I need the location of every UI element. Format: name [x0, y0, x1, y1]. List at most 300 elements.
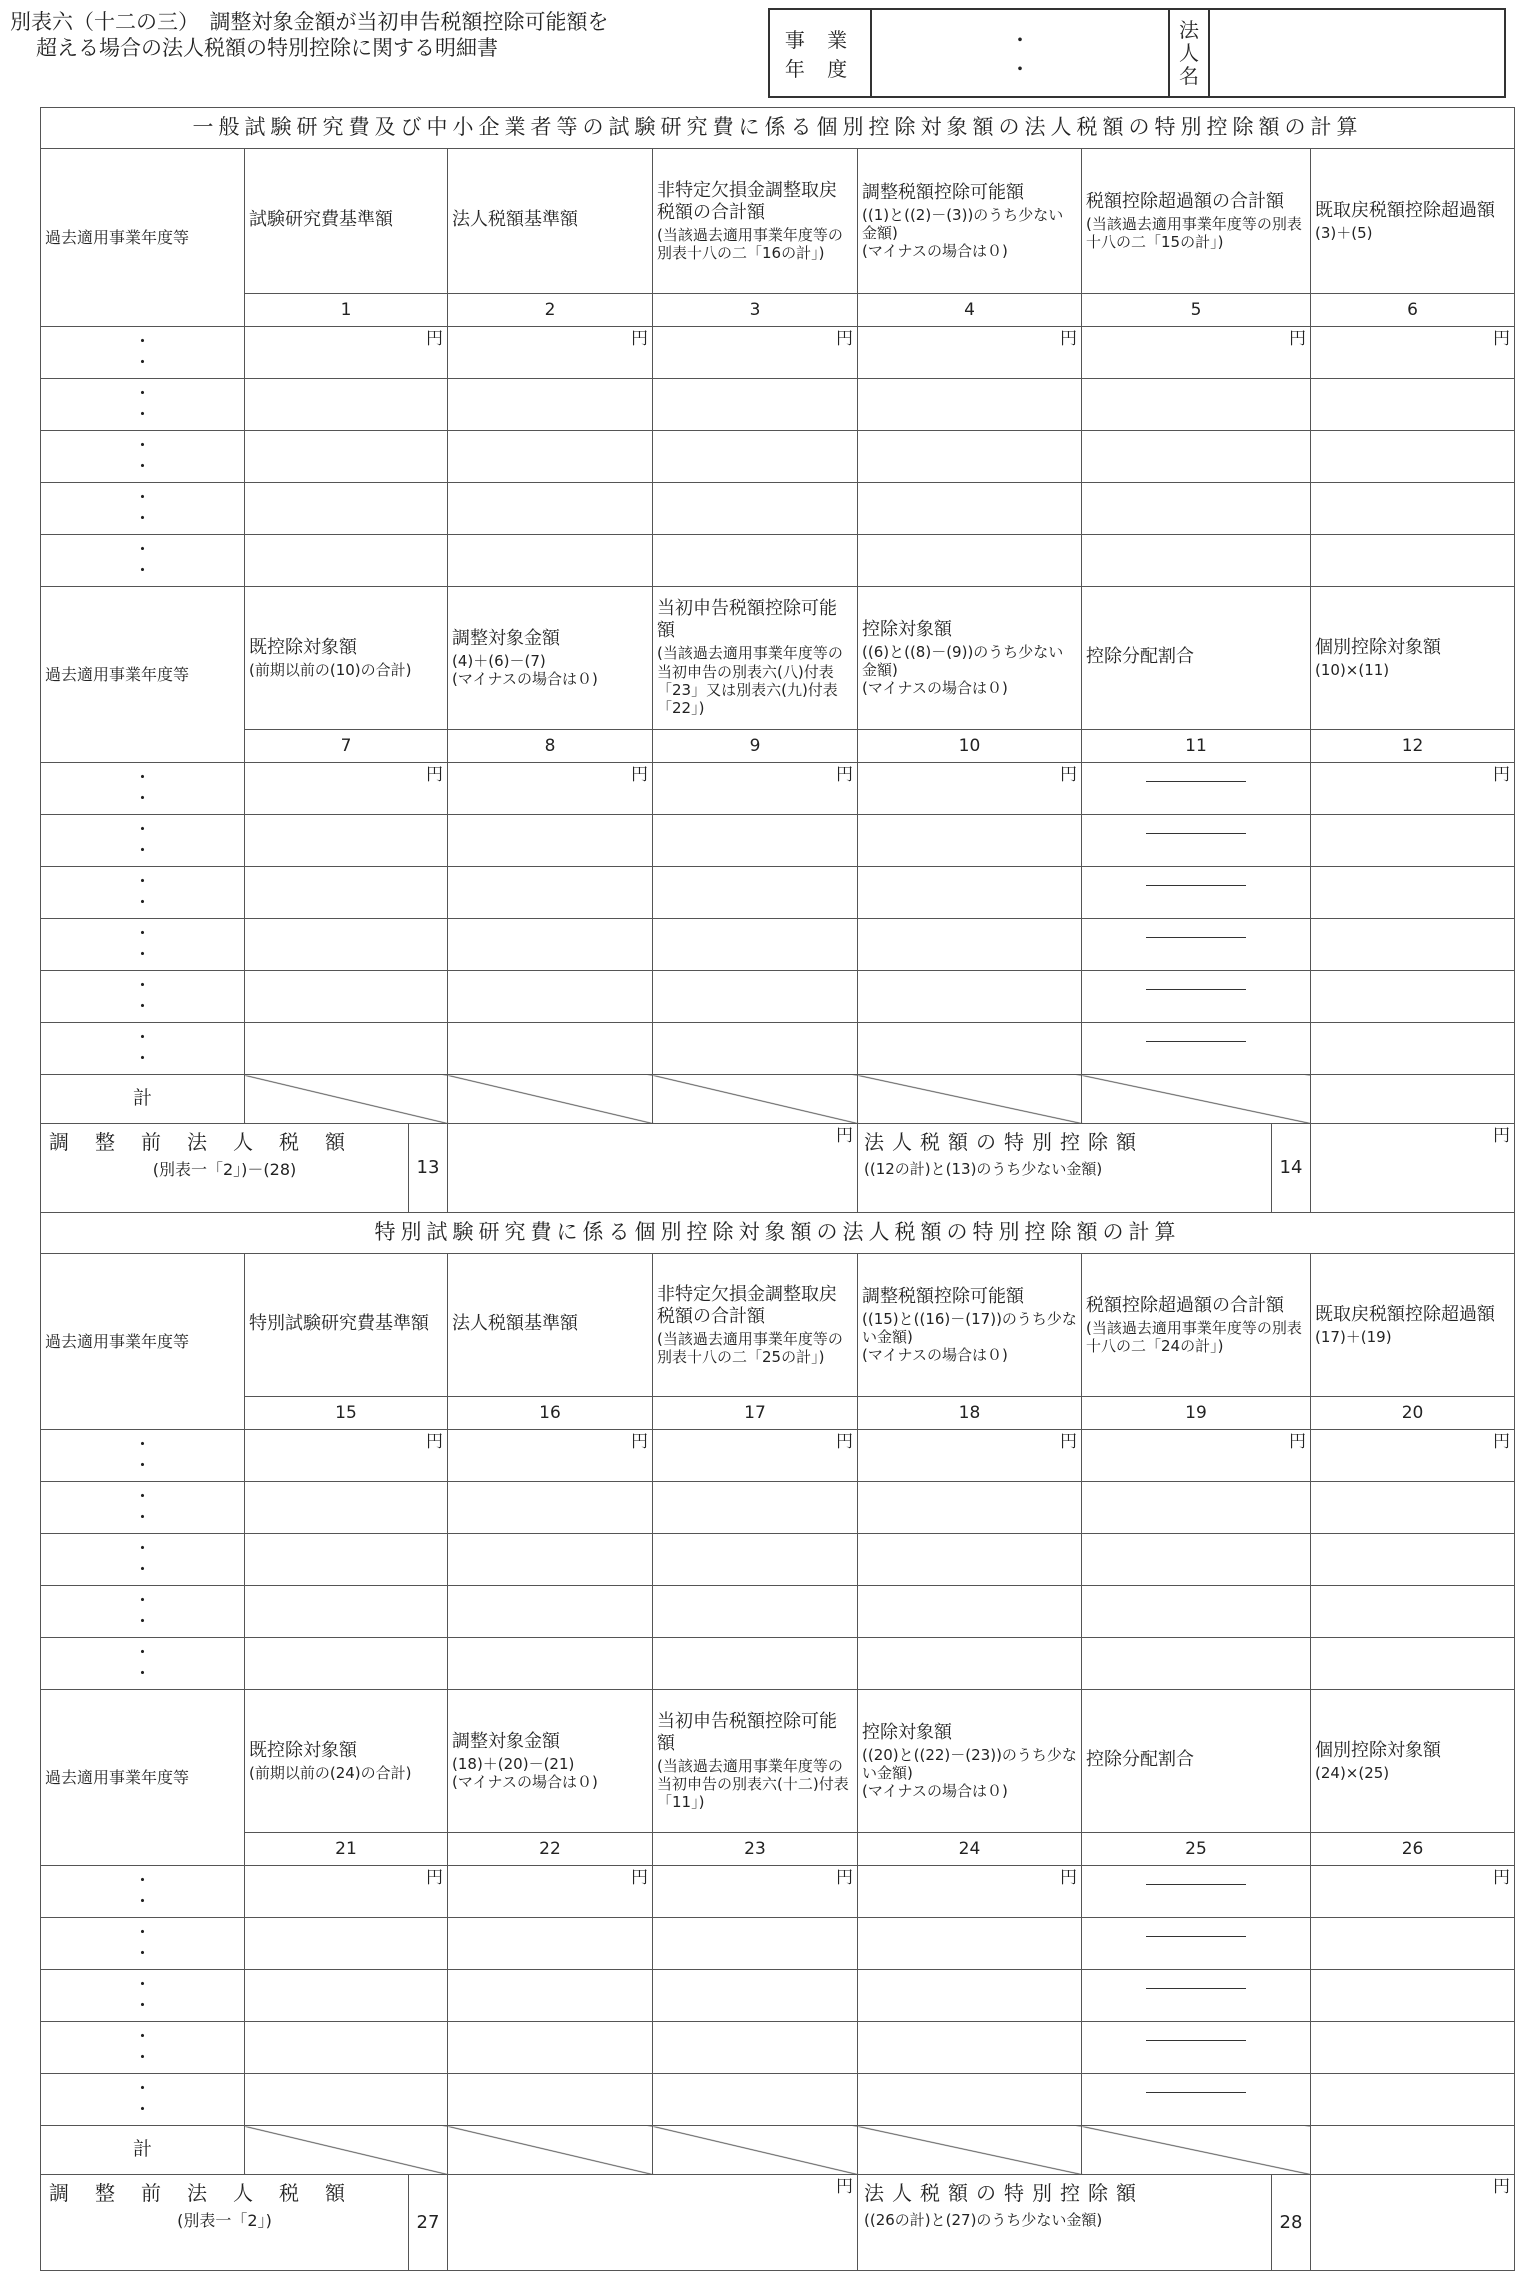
amount-cell[interactable] — [858, 1430, 1082, 1482]
amount-cell[interactable] — [653, 815, 858, 867]
amount-cell[interactable] — [245, 379, 448, 431]
column-title-10: 控除対象額 — [862, 618, 952, 640]
amount-cell[interactable] — [448, 971, 653, 1023]
ratio-dash — [1146, 2040, 1246, 2041]
column-title-1: 試験研究費基準額 — [249, 209, 393, 231]
amount-cell[interactable] — [653, 919, 858, 971]
amount-cell[interactable] — [1311, 971, 1515, 1023]
ratio-cell[interactable] — [1082, 1970, 1311, 2022]
amount-cell[interactable] — [1311, 1586, 1515, 1638]
amount-cell[interactable] — [245, 1918, 448, 1970]
column-title-15: 特別試験研究費基準額 — [249, 1313, 429, 1335]
column-header-row — [41, 587, 1515, 730]
column-header-21 — [245, 1690, 448, 1833]
summary-row — [41, 2175, 1515, 2271]
column-number-24: 24 — [858, 1833, 1082, 1866]
column-note-24: ((20)と((22)－(23))のうち少ない金額) (マイナスの場合は０) — [862, 1745, 1077, 1801]
ratio-dash — [1146, 833, 1246, 834]
column-header-25 — [1082, 1690, 1311, 1833]
amount-cell[interactable] — [448, 327, 653, 379]
total-cell-crossed — [245, 2126, 448, 2175]
amount-cell[interactable] — [448, 919, 653, 971]
column-header-10 — [858, 587, 1082, 730]
amount-cell[interactable] — [448, 431, 653, 483]
amount-cell[interactable] — [858, 1918, 1082, 1970]
column-title-4: 調整税額控除可能額 — [862, 181, 1024, 203]
column-number-23: 23 — [653, 1833, 858, 1866]
line-28-amount[interactable] — [1311, 2175, 1515, 2271]
amount-cell[interactable] — [245, 763, 448, 815]
amount-cell[interactable] — [448, 1482, 653, 1534]
amount-cell[interactable] — [858, 867, 1082, 919]
amount-cell[interactable] — [653, 483, 858, 535]
amount-cell[interactable] — [858, 1866, 1082, 1918]
line-27-label-block — [41, 2175, 448, 2271]
past-year-field[interactable]: ・ ・ — [41, 867, 245, 919]
past-year-field[interactable]: ・ ・ — [41, 327, 245, 379]
column-header-row — [41, 149, 1515, 294]
yen-unit: 円 — [836, 765, 853, 785]
ratio-cell[interactable] — [1082, 815, 1311, 867]
data-row — [41, 763, 1515, 815]
amount-cell[interactable] — [1311, 483, 1515, 535]
past-year-field[interactable]: ・ ・ — [41, 1023, 245, 1075]
column-note-17: (当該過去適用事業年度等の別表十八の二「25の計」) — [657, 1329, 843, 1366]
amount-cell[interactable] — [1311, 763, 1515, 815]
amount-cell[interactable] — [245, 971, 448, 1023]
column-title-2: 法人税額基準額 — [452, 209, 578, 231]
column-number-6: 6 — [1311, 294, 1515, 327]
yen-unit: 円 — [631, 329, 648, 349]
ratio-cell[interactable] — [1082, 919, 1311, 971]
yen-unit: 円 — [1493, 2177, 1511, 2197]
amount-cell[interactable] — [245, 867, 448, 919]
total-cell-crossed — [858, 2126, 1082, 2175]
column-number-row — [41, 294, 1515, 327]
line-27-amount[interactable] — [448, 2175, 858, 2271]
amount-cell[interactable] — [1311, 815, 1515, 867]
amount-cell[interactable] — [1082, 1534, 1311, 1586]
amount-cell[interactable] — [653, 535, 858, 587]
amount-cell[interactable] — [858, 919, 1082, 971]
amount-cell[interactable] — [858, 379, 1082, 431]
column-header-9 — [653, 587, 858, 730]
yen-unit: 円 — [836, 1126, 853, 1146]
amount-cell[interactable] — [653, 1482, 858, 1534]
column-header-17 — [653, 1254, 858, 1397]
amount-cell[interactable] — [1311, 1023, 1515, 1075]
amount-cell[interactable] — [448, 1866, 653, 1918]
past-year-field[interactable]: ・ ・ — [41, 535, 245, 587]
column-number-9: 9 — [653, 730, 858, 763]
data-row — [41, 919, 1515, 971]
amount-cell[interactable] — [858, 1586, 1082, 1638]
amount-cell[interactable] — [245, 919, 448, 971]
row-label-past-years: 過去適用事業年度等 — [41, 149, 245, 327]
ratio-dash — [1146, 2092, 1246, 2093]
yen-unit: 円 — [631, 1432, 648, 1452]
column-header-22 — [448, 1690, 653, 1833]
section-1-general-research — [41, 108, 1515, 1213]
amount-cell[interactable] — [448, 1430, 653, 1482]
column-header-23 — [653, 1690, 858, 1833]
data-row — [41, 483, 1515, 535]
column-header-18 — [858, 1254, 1082, 1397]
form-table — [40, 107, 1515, 2271]
amount-cell[interactable] — [245, 1430, 448, 1482]
line-label — [858, 2175, 1271, 2270]
ratio-cell[interactable] — [1082, 1023, 1311, 1075]
ratio-dash — [1146, 1988, 1246, 1989]
column-number-1: 1 — [245, 294, 448, 327]
line-28-number — [1271, 2175, 1310, 2270]
column-note-3: (当該過去適用事業年度等の別表十八の二「16の計」) — [657, 225, 843, 262]
line-number: 27 — [416, 2211, 440, 2233]
amount-cell[interactable] — [245, 1866, 448, 1918]
amount-cell[interactable] — [448, 1534, 653, 1586]
data-row — [41, 2022, 1515, 2074]
header-info-box — [768, 8, 1506, 98]
column-title-11: 控除分配割合 — [1086, 646, 1194, 668]
amount-cell[interactable] — [1311, 1918, 1515, 1970]
ratio-cell[interactable] — [1082, 2074, 1311, 2126]
line-13-note: (別表一「2」)－(28) — [152, 1160, 297, 1180]
amount-cell[interactable] — [1311, 1970, 1515, 2022]
column-title-17: 非特定欠損金調整取戻税額の合計額 — [657, 1283, 837, 1327]
column-number-3: 3 — [653, 294, 858, 327]
past-year-field[interactable]: ・ ・ — [41, 1534, 245, 1586]
column-number-2: 2 — [448, 294, 653, 327]
amount-cell[interactable] — [1082, 431, 1311, 483]
amount-cell[interactable] — [653, 327, 858, 379]
yen-unit: 円 — [1060, 1432, 1077, 1452]
line-14-number — [1271, 1124, 1310, 1212]
amount-cell[interactable] — [448, 1638, 653, 1690]
amount-cell[interactable] — [1311, 431, 1515, 483]
amount-cell[interactable] — [653, 1534, 858, 1586]
past-year-field[interactable]: ・ ・ — [41, 483, 245, 535]
amount-cell[interactable] — [1082, 535, 1311, 587]
yen-unit: 円 — [1493, 765, 1511, 785]
column-title-5: 税額控除超過額の合計額 — [1086, 190, 1284, 212]
amount-cell[interactable] — [448, 2074, 653, 2126]
column-header-19 — [1082, 1254, 1311, 1397]
amount-cell[interactable] — [653, 763, 858, 815]
section-title: 特別試験研究費に係る個別控除対象額の法人税額の特別控除額の計算 — [41, 1213, 1515, 1254]
amount-cell[interactable] — [1311, 1866, 1515, 1918]
line-28-note: ((26の計)と(27)のうち少ない金額) — [864, 2211, 1103, 2230]
column-number-4: 4 — [858, 294, 1082, 327]
data-row — [41, 1023, 1515, 1075]
column-header-row — [41, 1690, 1515, 1833]
amount-cell[interactable] — [1082, 327, 1311, 379]
column-header-8 — [448, 587, 653, 730]
past-year-field[interactable]: ・ ・ — [41, 1970, 245, 2022]
data-row — [41, 1866, 1515, 1918]
past-year-field[interactable]: ・ ・ — [41, 815, 245, 867]
amount-cell[interactable] — [245, 2022, 448, 2074]
amount-cell[interactable] — [1311, 1430, 1515, 1482]
amount-cell[interactable] — [858, 535, 1082, 587]
past-year-field[interactable]: ・ ・ — [41, 2074, 245, 2126]
amount-cell[interactable] — [1082, 379, 1311, 431]
total-cell-crossed — [448, 1075, 653, 1124]
amount-cell[interactable] — [1082, 1586, 1311, 1638]
ratio-dash — [1146, 1041, 1246, 1042]
past-year-field[interactable]: ・ ・ — [41, 1482, 245, 1534]
column-header-6 — [1311, 149, 1515, 294]
ratio-dash — [1146, 989, 1246, 990]
column-number-row — [41, 1833, 1515, 1866]
line-14-label-block — [858, 1124, 1311, 1213]
amount-cell[interactable] — [1311, 327, 1515, 379]
column-note-7: (前期以前の(10)の合計) — [249, 660, 412, 679]
ratio-cell[interactable] — [1082, 2022, 1311, 2074]
amount-cell[interactable] — [448, 2022, 653, 2074]
past-year-field[interactable]: ・ ・ — [41, 971, 245, 1023]
amount-cell[interactable] — [653, 867, 858, 919]
amount-cell[interactable] — [653, 431, 858, 483]
fiscal-year-field[interactable]: ・ ・ — [871, 9, 1169, 97]
column-number-15: 15 — [245, 1397, 448, 1430]
column-note-4: ((1)と((2)－(3))のうち少ない金額) (マイナスの場合は０) — [862, 205, 1064, 261]
column-number-10: 10 — [858, 730, 1082, 763]
data-row — [41, 431, 1515, 483]
amount-cell[interactable] — [1082, 483, 1311, 535]
yen-unit: 円 — [1493, 1868, 1511, 1888]
amount-cell[interactable] — [448, 379, 653, 431]
amount-cell[interactable] — [448, 1586, 653, 1638]
amount-cell[interactable] — [1311, 535, 1515, 587]
amount-cell[interactable] — [1311, 1482, 1515, 1534]
row-label-past-years: 過去適用事業年度等 — [41, 1690, 245, 1866]
amount-cell[interactable] — [653, 2022, 858, 2074]
column-header-4 — [858, 149, 1082, 294]
line-14-amount[interactable] — [1311, 1124, 1515, 1213]
amount-cell[interactable] — [858, 2022, 1082, 2074]
ratio-dash — [1146, 781, 1246, 782]
column-title-19: 税額控除超過額の合計額 — [1086, 1294, 1284, 1316]
column-note-5: (当該過去適用事業年度等の別表十八の二「15の計」) — [1086, 214, 1302, 251]
past-year-field[interactable]: ・ ・ — [41, 1430, 245, 1482]
amount-cell[interactable] — [653, 1023, 858, 1075]
ratio-cell[interactable] — [1082, 867, 1311, 919]
line-13-number — [408, 1124, 447, 1212]
amount-cell[interactable] — [448, 535, 653, 587]
yen-unit: 円 — [836, 329, 853, 349]
ratio-cell[interactable] — [1082, 1866, 1311, 1918]
corp-name-field[interactable] — [1209, 9, 1505, 97]
amount-cell[interactable] — [245, 1482, 448, 1534]
amount-cell[interactable] — [448, 483, 653, 535]
past-year-field[interactable]: ・ ・ — [41, 1638, 245, 1690]
amount-cell[interactable] — [448, 1970, 653, 2022]
amount-cell[interactable] — [448, 815, 653, 867]
amount-cell[interactable] — [858, 1638, 1082, 1690]
amount-cell[interactable] — [858, 1023, 1082, 1075]
data-row — [41, 535, 1515, 587]
column-note-23: (当該過去適用事業年度等の当初申告の別表六(十二)付表「11」) — [657, 1756, 849, 1812]
amount-cell[interactable] — [1311, 1638, 1515, 1690]
past-year-field[interactable]: ・ ・ — [41, 919, 245, 971]
amount-cell[interactable] — [858, 1482, 1082, 1534]
ratio-dash — [1146, 937, 1246, 938]
column-title-24: 控除対象額 — [862, 1721, 952, 1743]
section-title-row — [41, 108, 1515, 149]
total-row — [41, 2126, 1515, 2175]
column-note-26: (24)×(25) — [1315, 1763, 1390, 1782]
total-cell-crossed — [1082, 2126, 1311, 2175]
total-row — [41, 1075, 1515, 1124]
ratio-cell[interactable] — [1082, 1918, 1311, 1970]
fiscal-year-label: 事 業 年 度 — [769, 9, 871, 97]
amount-cell[interactable] — [1311, 2074, 1515, 2126]
line-number: 28 — [1279, 2211, 1303, 2233]
data-row — [41, 1918, 1515, 1970]
yen-unit: 円 — [1493, 329, 1511, 349]
total-individual-deduction[interactable] — [1311, 1075, 1515, 1124]
amount-cell[interactable] — [858, 763, 1082, 815]
line-13-title: 調整前法人税額 — [49, 1130, 371, 1154]
amount-cell[interactable] — [858, 815, 1082, 867]
column-title-18: 調整税額控除可能額 — [862, 1285, 1024, 1307]
summary-row — [41, 1124, 1515, 1213]
amount-cell[interactable] — [1311, 867, 1515, 919]
ratio-dash — [1146, 885, 1246, 886]
yen-unit: 円 — [426, 765, 443, 785]
amount-cell[interactable] — [245, 2074, 448, 2126]
amount-cell[interactable] — [653, 971, 858, 1023]
line-label — [858, 1124, 1271, 1212]
amount-cell[interactable] — [448, 1023, 653, 1075]
amount-cell[interactable] — [1311, 919, 1515, 971]
past-year-field[interactable]: ・ ・ — [41, 1866, 245, 1918]
total-individual-deduction[interactable] — [1311, 2126, 1515, 2175]
amount-cell[interactable] — [245, 431, 448, 483]
amount-cell[interactable] — [1311, 2022, 1515, 2074]
amount-cell[interactable] — [653, 1430, 858, 1482]
past-year-field[interactable]: ・ ・ — [41, 1918, 245, 1970]
amount-cell[interactable] — [245, 483, 448, 535]
column-header-7 — [245, 587, 448, 730]
past-year-field[interactable]: ・ ・ — [41, 763, 245, 815]
column-title-12: 個別控除対象額 — [1315, 636, 1441, 658]
amount-cell[interactable] — [858, 1970, 1082, 2022]
yen-unit: 円 — [426, 329, 443, 349]
amount-cell[interactable] — [653, 1970, 858, 2022]
past-year-field[interactable]: ・ ・ — [41, 431, 245, 483]
amount-cell[interactable] — [1311, 1534, 1515, 1586]
ratio-dash — [1146, 1884, 1246, 1885]
data-row — [41, 2074, 1515, 2126]
column-title-22: 調整対象金額 — [452, 1730, 560, 1752]
line-14-note: ((12の計)と(13)のうち少ない金額) — [864, 1160, 1103, 1179]
column-title-9: 当初申告税額控除可能額 — [657, 598, 837, 642]
column-header-20 — [1311, 1254, 1515, 1397]
amount-cell[interactable] — [1082, 1638, 1311, 1690]
amount-cell[interactable] — [653, 1638, 858, 1690]
amount-cell[interactable] — [245, 1534, 448, 1586]
amount-cell[interactable] — [653, 2074, 858, 2126]
amount-cell[interactable] — [858, 971, 1082, 1023]
amount-cell[interactable] — [245, 327, 448, 379]
amount-cell[interactable] — [245, 1970, 448, 2022]
yen-unit: 円 — [1289, 329, 1306, 349]
column-number-20: 20 — [1311, 1397, 1515, 1430]
amount-cell[interactable] — [1082, 1430, 1311, 1482]
yen-unit: 円 — [631, 765, 648, 785]
past-year-field[interactable]: ・ ・ — [41, 379, 245, 431]
past-year-field[interactable]: ・ ・ — [41, 2022, 245, 2074]
amount-cell[interactable] — [858, 2074, 1082, 2126]
amount-cell[interactable] — [448, 763, 653, 815]
amount-cell[interactable] — [245, 1638, 448, 1690]
data-row — [41, 1638, 1515, 1690]
form-subtitle: 超える場合の法人税額の特別控除に関する明細書 — [36, 36, 498, 60]
amount-cell[interactable] — [858, 431, 1082, 483]
yen-unit: 円 — [1493, 1432, 1511, 1452]
column-title-3: 非特定欠損金調整取戻税額の合計額 — [657, 179, 837, 223]
data-row — [41, 327, 1515, 379]
amount-cell[interactable] — [245, 535, 448, 587]
column-title-6: 既取戻税額控除超過額 — [1315, 199, 1495, 221]
total-label: 計 — [41, 2126, 245, 2175]
data-row — [41, 1430, 1515, 1482]
column-note-10: ((6)と((8)－(9))のうち少ない金額) (マイナスの場合は０) — [862, 642, 1064, 698]
amount-cell[interactable] — [448, 1918, 653, 1970]
amount-cell[interactable] — [858, 1534, 1082, 1586]
line-13-amount[interactable] — [448, 1124, 858, 1213]
data-row — [41, 1586, 1515, 1638]
column-number-17: 17 — [653, 1397, 858, 1430]
column-note-21: (前期以前の(24)の合計) — [249, 1763, 412, 1782]
column-header-11 — [1082, 587, 1311, 730]
yen-unit: 円 — [1493, 1126, 1511, 1146]
amount-cell[interactable] — [1311, 379, 1515, 431]
amount-cell[interactable] — [1082, 1482, 1311, 1534]
amount-cell[interactable] — [448, 867, 653, 919]
data-row — [41, 379, 1515, 431]
column-header-16 — [448, 1254, 653, 1397]
row-label-past-years: 過去適用事業年度等 — [41, 587, 245, 763]
total-label: 計 — [41, 1075, 245, 1124]
past-year-field[interactable]: ・ ・ — [41, 1586, 245, 1638]
yen-unit: 円 — [426, 1432, 443, 1452]
line-number: 13 — [416, 1157, 440, 1179]
amount-cell[interactable] — [858, 327, 1082, 379]
amount-cell[interactable] — [245, 1023, 448, 1075]
ratio-cell[interactable] — [1082, 763, 1311, 815]
amount-cell[interactable] — [858, 483, 1082, 535]
column-note-22: (18)＋(20)－(21) (マイナスの場合は０) — [452, 1754, 598, 1791]
line-number: 14 — [1279, 1157, 1303, 1179]
yen-unit: 円 — [836, 2177, 853, 2197]
amount-cell[interactable] — [653, 379, 858, 431]
column-title-26: 個別控除対象額 — [1315, 1739, 1441, 1761]
column-header-26 — [1311, 1690, 1515, 1833]
column-note-19: (当該過去適用事業年度等の別表十八の二「24の計」) — [1086, 1318, 1302, 1355]
column-number-25: 25 — [1082, 1833, 1311, 1866]
ratio-cell[interactable] — [1082, 971, 1311, 1023]
amount-cell[interactable] — [653, 1918, 858, 1970]
form-title: 別表六（十二の三） 調整対象金額が当初申告税額控除可能額を — [10, 10, 609, 34]
corp-name-label: 法 人 名 — [1169, 9, 1209, 97]
amount-cell[interactable] — [245, 1586, 448, 1638]
amount-cell[interactable] — [653, 1586, 858, 1638]
amount-cell[interactable] — [653, 1866, 858, 1918]
column-number-12: 12 — [1311, 730, 1515, 763]
amount-cell[interactable] — [245, 815, 448, 867]
